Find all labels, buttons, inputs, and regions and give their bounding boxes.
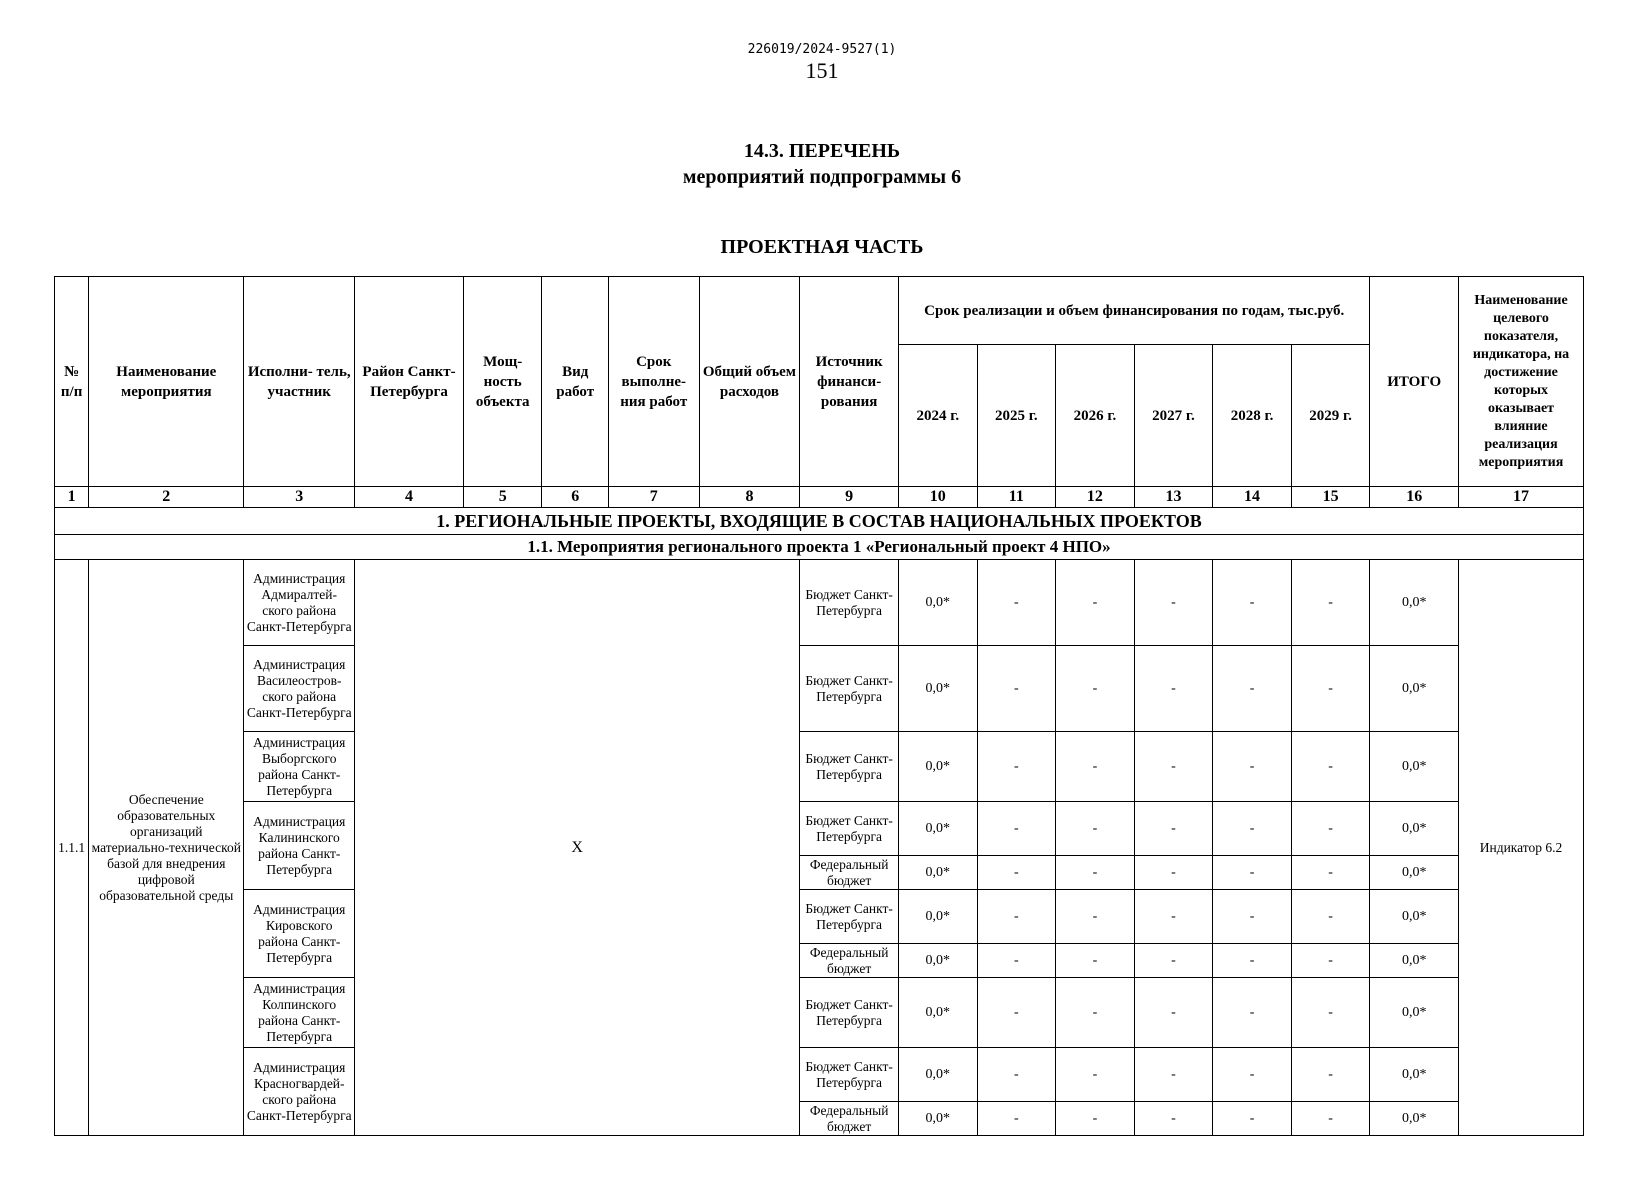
source-cell: Федеральный бюджет (800, 944, 899, 978)
value-2029: - (1291, 802, 1370, 856)
executor-cell: Администрация Василеостров-ского района Санкт-Петербурга (244, 646, 355, 732)
document-id: 226019/2024-9527(1) (747, 42, 897, 57)
value-2028: - (1213, 978, 1292, 1048)
value-2029: - (1291, 1048, 1370, 1102)
source-cell: Бюджет Санкт-Петербурга (800, 1048, 899, 1102)
column-numbers-row (55, 487, 1584, 508)
value-2025: - (977, 1048, 1056, 1102)
table-row (55, 646, 1584, 732)
value-2025: - (977, 944, 1056, 978)
value-2028: - (1213, 856, 1292, 890)
header-period: Срок реализации и объем финансирования по годам, тыс.руб. (899, 277, 1370, 345)
value-2026: - (1056, 1048, 1135, 1102)
indicator-cell: Индикатор 6.2 (1459, 560, 1584, 1136)
value-total: 0,0* (1370, 856, 1459, 890)
header-source: Источник финанси- рования (800, 277, 899, 487)
table-row (55, 890, 1584, 944)
value-2024: 0,0* (899, 802, 978, 856)
value-2029: - (1291, 560, 1370, 646)
value-2027: - (1134, 1102, 1213, 1136)
document-subtitle: мероприятий подпрограммы 6 (682, 166, 962, 188)
value-2024: 0,0* (899, 978, 978, 1048)
source-cell: Бюджет Санкт-Петербурга (800, 646, 899, 732)
value-2029: - (1291, 856, 1370, 890)
executor-cell: Администрация Кировского района Санкт-Петербурга (244, 890, 355, 978)
value-2029: - (1291, 1102, 1370, 1136)
value-2028: - (1213, 802, 1292, 856)
value-2029: - (1291, 646, 1370, 732)
value-2029: - (1291, 978, 1370, 1048)
value-2027: - (1134, 978, 1213, 1048)
document-title: 14.3. ПЕРЕЧЕНЬ (743, 140, 901, 162)
header-year-2025: 2025 г. (977, 345, 1056, 487)
header-term: Срок выполне- ния работ (608, 277, 699, 487)
value-total: 0,0* (1370, 890, 1459, 944)
header-name: Наименование мероприятия (89, 277, 244, 487)
executor-cell: Администрация Адмиралтей-ского района Санкт-Петербурга (244, 560, 355, 646)
value-2026: - (1056, 802, 1135, 856)
column-number: 3 (244, 487, 355, 508)
column-number: 15 (1291, 487, 1370, 508)
column-number: 1 (55, 487, 89, 508)
value-2027: - (1134, 890, 1213, 944)
value-total: 0,0* (1370, 978, 1459, 1048)
value-2027: - (1134, 802, 1213, 856)
value-2029: - (1291, 944, 1370, 978)
value-2026: - (1056, 732, 1135, 802)
header-work-type: Вид работ (542, 277, 608, 487)
source-cell: Бюджет Санкт-Петербурга (800, 890, 899, 944)
value-2028: - (1213, 560, 1292, 646)
source-cell: Бюджет Санкт-Петербурга (800, 802, 899, 856)
table-row (55, 732, 1584, 802)
value-2028: - (1213, 732, 1292, 802)
value-2024: 0,0* (899, 890, 978, 944)
merged-x-cell: X (355, 560, 800, 1136)
value-2024: 0,0* (899, 856, 978, 890)
column-number: 9 (800, 487, 899, 508)
value-2028: - (1213, 944, 1292, 978)
executor-cell: Администрация Калининского района Санкт-Петербурга (244, 802, 355, 890)
value-2026: - (1056, 1102, 1135, 1136)
header-executor: Исполни- тель, участник (244, 277, 355, 487)
table-row (55, 978, 1584, 1048)
subsection-heading: 1.1. Мероприятия регионального проекта 1 «Региональный проект 4 НПО» (55, 535, 1584, 560)
header-year-2029: 2029 г. (1291, 345, 1370, 487)
value-2025: - (977, 856, 1056, 890)
value-2027: - (1134, 944, 1213, 978)
executor-cell: Администрация Выборгского района Санкт-Петербурга (244, 732, 355, 802)
value-2027: - (1134, 1048, 1213, 1102)
column-number: 5 (463, 487, 542, 508)
value-2025: - (977, 978, 1056, 1048)
column-number: 17 (1459, 487, 1584, 508)
subsection-row (55, 535, 1584, 560)
value-2027: - (1134, 646, 1213, 732)
value-total: 0,0* (1370, 802, 1459, 856)
column-number: 12 (1056, 487, 1135, 508)
value-2025: - (977, 560, 1056, 646)
item-number: 1.1.1 (55, 560, 89, 1136)
column-number: 7 (608, 487, 699, 508)
section-heading: 1. РЕГИОНАЛЬНЫЕ ПРОЕКТЫ, ВХОДЯЩИЕ В СОСТАВ НАЦИОНАЛЬНЫХ ПРОЕКТОВ (55, 508, 1584, 535)
section-row (55, 508, 1584, 535)
value-2025: - (977, 890, 1056, 944)
measures-table (54, 276, 1584, 1136)
column-number: 16 (1370, 487, 1459, 508)
column-number: 13 (1134, 487, 1213, 508)
value-2028: - (1213, 890, 1292, 944)
value-2024: 0,0* (899, 1048, 978, 1102)
value-2024: 0,0* (899, 944, 978, 978)
value-2025: - (977, 802, 1056, 856)
column-number: 2 (89, 487, 244, 508)
value-2028: - (1213, 1048, 1292, 1102)
value-total: 0,0* (1370, 1048, 1459, 1102)
column-number: 10 (899, 487, 978, 508)
executor-cell: Администрация Красногвардей-ского района Санкт-Петербурга (244, 1048, 355, 1136)
header-total-cost: Общий объем расходов (699, 277, 800, 487)
source-cell: Бюджет Санкт-Петербурга (800, 732, 899, 802)
header-capacity: Мощ- ность объекта (463, 277, 542, 487)
value-2024: 0,0* (899, 560, 978, 646)
table-row (55, 802, 1584, 856)
header-year-2028: 2028 г. (1213, 345, 1292, 487)
value-2024: 0,0* (899, 732, 978, 802)
value-2029: - (1291, 890, 1370, 944)
column-number: 14 (1213, 487, 1292, 508)
column-number: 8 (699, 487, 800, 508)
value-2024: 0,0* (899, 646, 978, 732)
table-row (55, 1048, 1584, 1102)
value-2024: 0,0* (899, 1102, 978, 1136)
source-cell: Федеральный бюджет (800, 856, 899, 890)
value-2026: - (1056, 560, 1135, 646)
source-cell: Бюджет Санкт-Петербурга (800, 978, 899, 1048)
page-number: 151 (805, 58, 839, 83)
value-2025: - (977, 732, 1056, 802)
source-cell: Бюджет Санкт-Петербурга (800, 560, 899, 646)
header-total: ИТОГО (1370, 277, 1459, 487)
value-2027: - (1134, 856, 1213, 890)
value-2027: - (1134, 732, 1213, 802)
value-total: 0,0* (1370, 732, 1459, 802)
value-2026: - (1056, 978, 1135, 1048)
column-number: 6 (542, 487, 608, 508)
value-total: 0,0* (1370, 1102, 1459, 1136)
value-2028: - (1213, 646, 1292, 732)
value-2027: - (1134, 560, 1213, 646)
table-row (55, 560, 1584, 646)
header-indicator: Наименование целевого показателя, индикатора, на достижение которых оказывает влияние реализация мероприятия (1459, 277, 1584, 487)
header-num: № п/п (55, 277, 89, 487)
value-total: 0,0* (1370, 646, 1459, 732)
value-total: 0,0* (1370, 944, 1459, 978)
value-2026: - (1056, 856, 1135, 890)
column-number: 4 (355, 487, 464, 508)
value-total: 0,0* (1370, 560, 1459, 646)
value-2025: - (977, 646, 1056, 732)
value-2026: - (1056, 944, 1135, 978)
value-2026: - (1056, 646, 1135, 732)
source-cell: Федеральный бюджет (800, 1102, 899, 1136)
value-2026: - (1056, 890, 1135, 944)
header-year-2026: 2026 г. (1056, 345, 1135, 487)
value-2029: - (1291, 732, 1370, 802)
item-name: Обеспечение образовательных организаций материально-технической базой для внедрения цифровой образовательной среды (89, 560, 244, 1136)
value-2028: - (1213, 1102, 1292, 1136)
value-2025: - (977, 1102, 1056, 1136)
executor-cell: Администрация Колпинского района Санкт-Петербурга (244, 978, 355, 1048)
header-district: Район Санкт-Петербурга (355, 277, 464, 487)
section-title: ПРОЕКТНАЯ ЧАСТЬ (720, 236, 924, 258)
column-number: 11 (977, 487, 1056, 508)
header-year-2024: 2024 г. (899, 345, 978, 487)
header-year-2027: 2027 г. (1134, 345, 1213, 487)
